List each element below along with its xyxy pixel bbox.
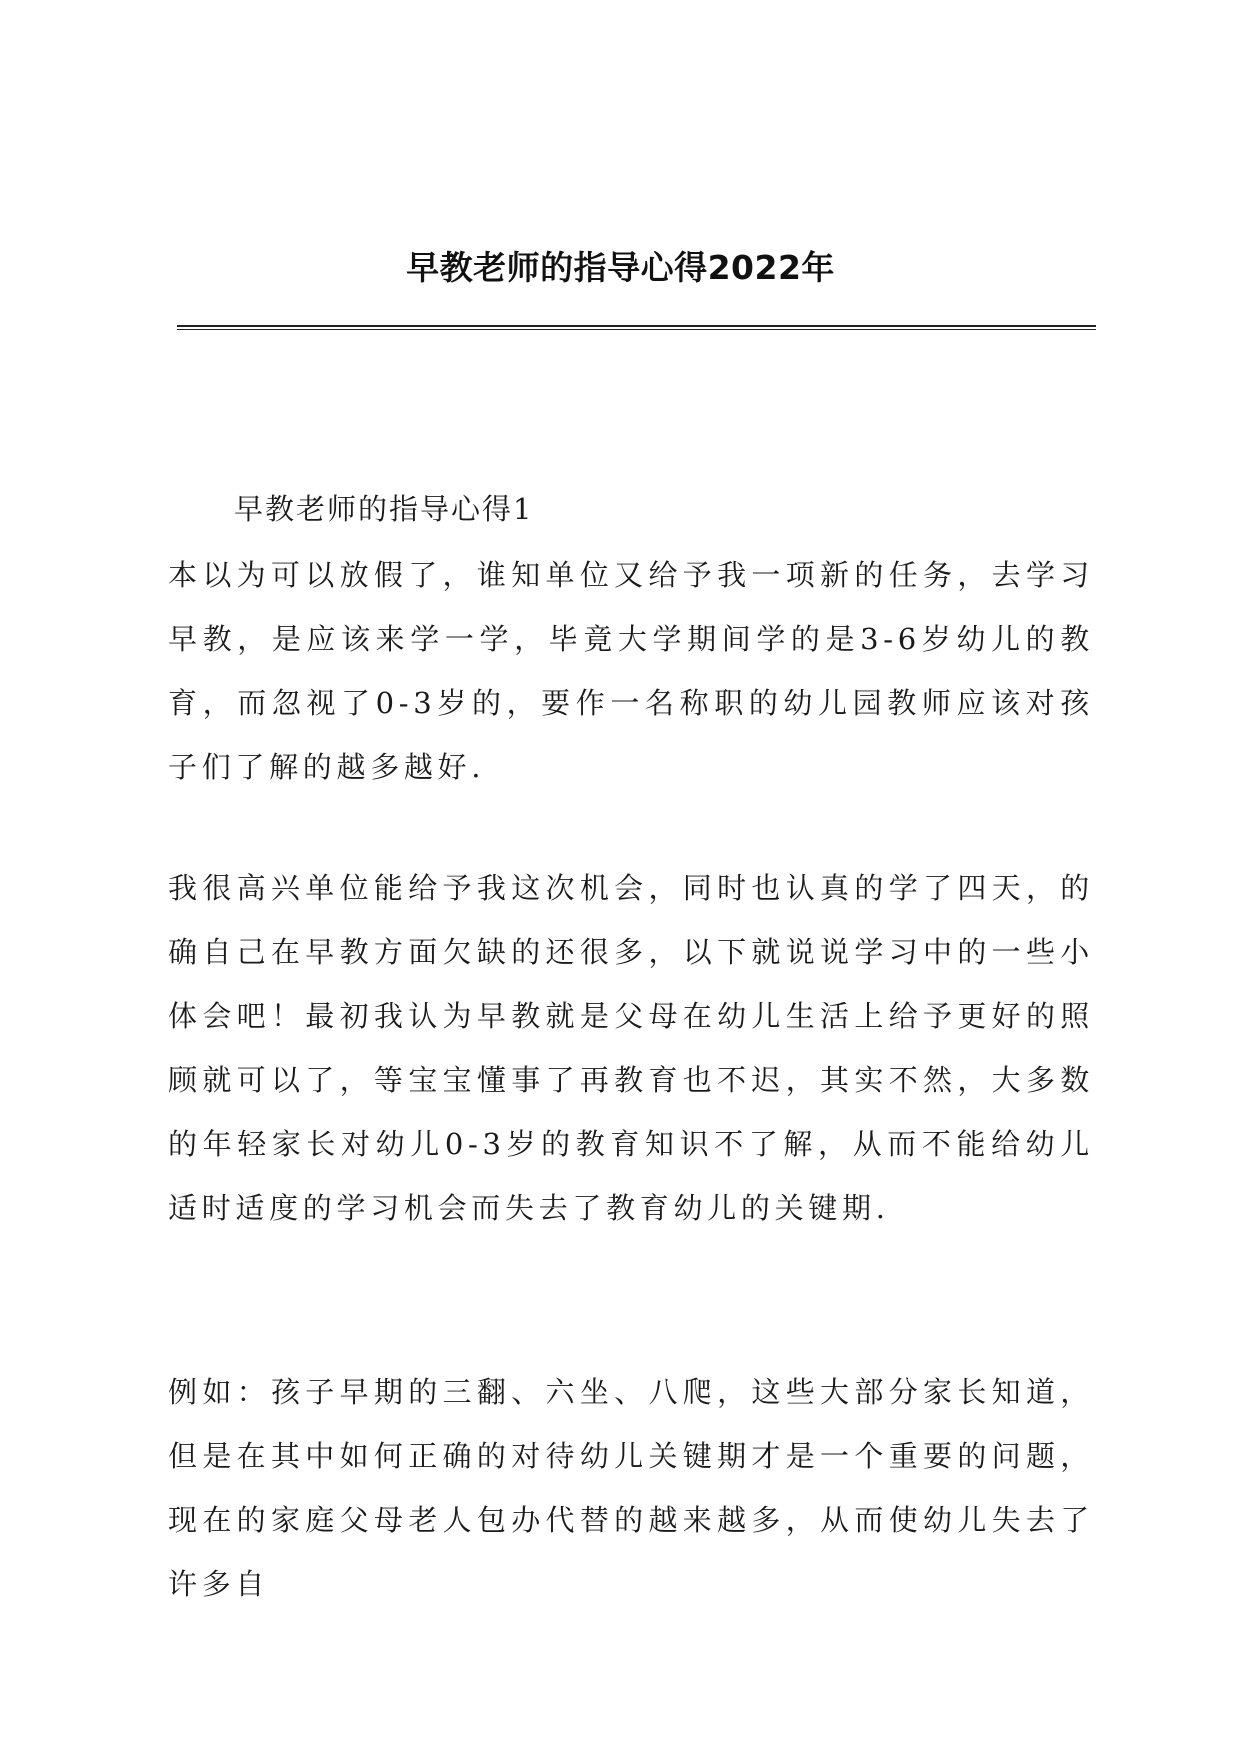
body-paragraph-2: 我很高兴单位能给予我这次机会，同时也认真的学了四天，的确自己在早教方面欠缺的还很多，以下就说说学习中的一些小体会吧！最初我认为早教就是父母在幼儿生活上给予更好的照顾就可以了，等宝宝懂事了再教育也不迟，其实不然，大多数的年轻家长对幼儿0-3岁的教育知识不了解，从而不能给幼儿适时适度的学习机会而失去了教育幼儿的关键期. [168, 871, 1094, 1225]
body-paragraph-3: 例如：孩子早期的三翻、六坐、八爬，这些大部分家长知道，但是在其中如何正确的对待幼儿关键期才是一个重要的问题，现在的家庭父母老人包办代替的越来越多，从而使幼儿失去了许多自 [168, 1375, 1094, 1601]
title-double-rule [177, 325, 1096, 330]
section-heading: 早教老师的指导心得1 [234, 492, 534, 526]
body-paragraph-1: 本以为可以放假了，谁知单位又给予我一项新的任务，去学习早教，是应该来学一学，毕竟大学期间学的是3-6岁幼儿的教育，而忽视了0-3岁的，要作一名称职的幼儿园教师应该对孩子们了解的越多越好. [168, 558, 1094, 784]
document-title: 早教老师的指导心得2022年 [406, 248, 835, 287]
